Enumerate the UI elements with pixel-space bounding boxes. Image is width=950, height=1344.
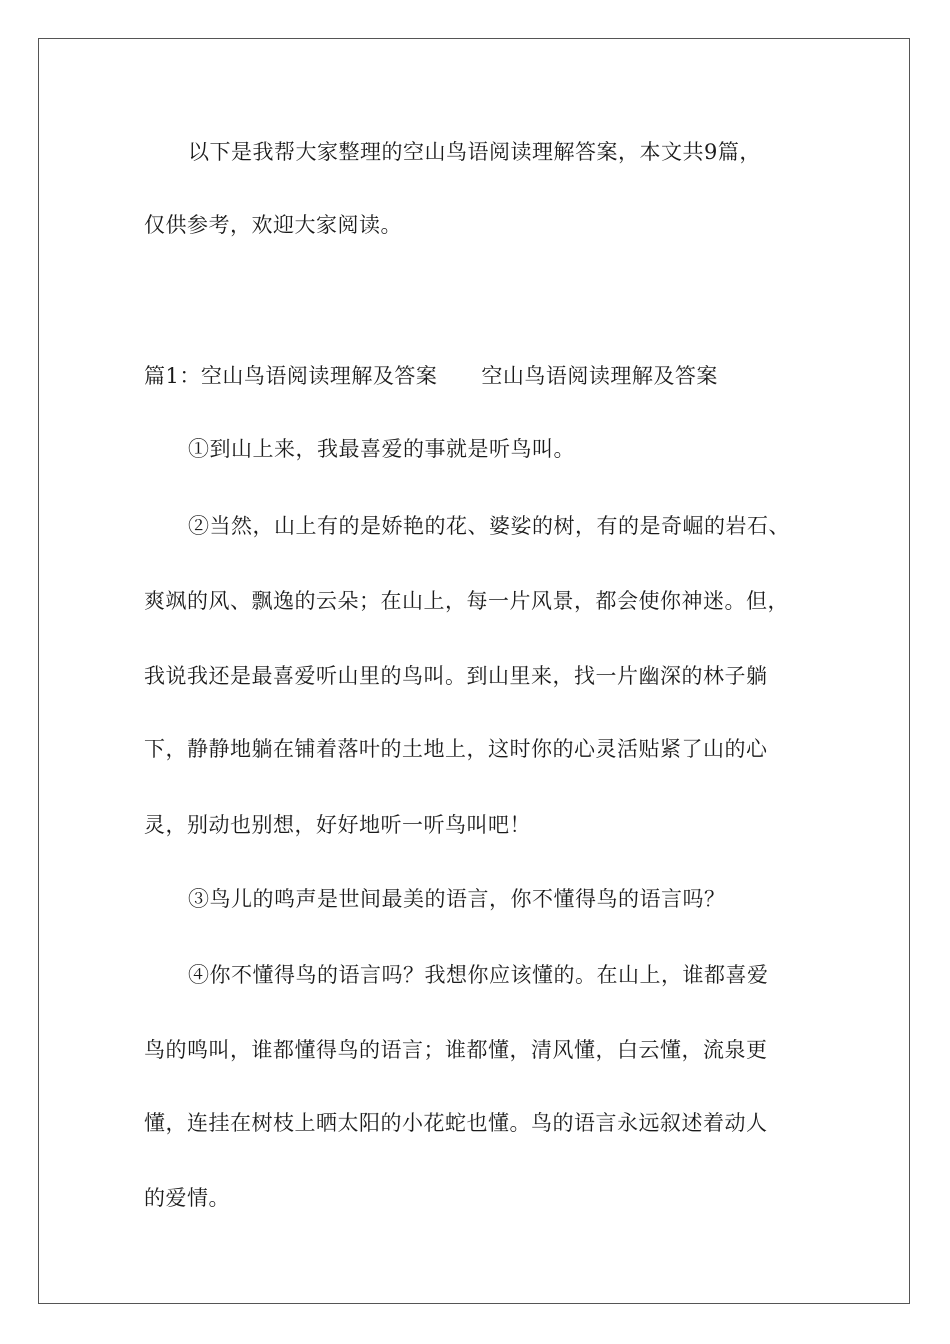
paragraph-4-line-3: 懂，连挂在树枝上晒太阳的小花蛇也懂。鸟的语言永远叙述着动人: [144, 1111, 768, 1135]
paragraph-2-line-3: 我说我还是最喜爱听山里的鸟叫。到山里来，找一片幽深的林子躺: [144, 664, 768, 688]
paragraph-3-line-1: ③鸟儿的鸣声是世间最美的语言，你不懂得鸟的语言吗？: [188, 887, 726, 911]
paragraph-4-line-4: 的爱情。: [144, 1186, 230, 1210]
section-heading-label: 篇1：空山鸟语阅读理解及答案: [144, 364, 438, 388]
paragraph-2-line-4: 下，静静地躺在铺着落叶的土地上，这时你的心灵活贴紧了山的心: [144, 737, 768, 761]
section-heading-title: 空山鸟语阅读理解及答案: [481, 364, 718, 388]
paragraph-2-line-2: 爽飒的风、飘逸的云朵；在山上，每一片风景，都会使你神迷。但，: [144, 589, 789, 613]
paragraph-1-line-1: ①到山上来，我最喜爱的事就是听鸟叫。: [188, 437, 575, 461]
paragraph-4-line-2: 鸟的鸣叫，谁都懂得鸟的语言；谁都懂，清风懂，白云懂，流泉更: [144, 1038, 768, 1062]
section-heading: [144, 361, 718, 391]
intro-line-2: 仅供参考，欢迎大家阅读。: [144, 213, 402, 237]
paragraph-2-line-1: ②当然，山上有的是娇艳的花、婆娑的树，有的是奇崛的岩石、: [188, 514, 790, 538]
paragraph-2-line-5: 灵，别动也别想，好好地听一听鸟叫吧！: [144, 813, 531, 837]
intro-line-1: 以下是我帮大家整理的空山鸟语阅读理解答案，本文共9篇，: [188, 140, 761, 164]
paragraph-4-line-1: ④你不懂得鸟的语言吗？我想你应该懂的。在山上，谁都喜爱: [188, 963, 769, 987]
